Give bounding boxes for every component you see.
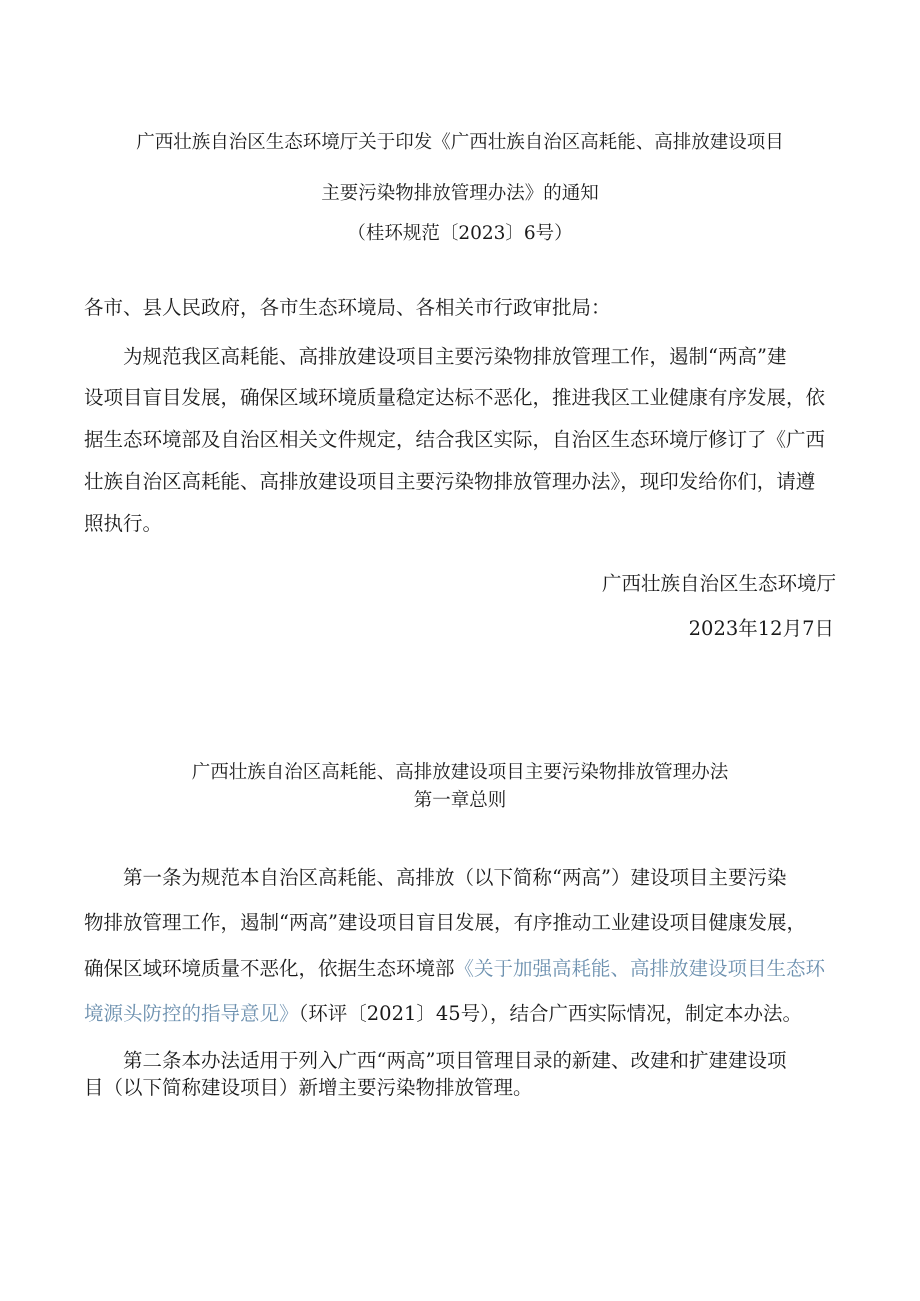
- article-line: 物排放管理工作，遏制“两高”建设项目盲目发展，有序推动工业建设项目健康发展，: [84, 911, 806, 934]
- article-line: [84, 953, 825, 981]
- paragraph-line: 设项目盲目发展，确保区域环境质量稳定达标不恶化，推进我区工业健康有序发展，依: [84, 386, 826, 409]
- article-line: 第二条本办法适用于列入广西“两高”项目管理目录的新建、改建和扩建建设项: [123, 1049, 787, 1072]
- article-line: [84, 998, 802, 1026]
- policy-link[interactable]: 境源头防控的指导意见》: [84, 1002, 299, 1025]
- paragraph-line: 壮族自治区高耗能、高排放建设项目主要污染物排放管理办法》，现印发给你们，请遵: [84, 470, 816, 493]
- policy-link[interactable]: 《关于加强高耗能、高排放建设项目生态环: [454, 957, 826, 980]
- article-line: 第一条为规范本自治区高耗能、高排放（以下简称“两高”）建设项目主要污染: [123, 866, 787, 889]
- addressee: 各市、县人民政府，各市生态环境局、各相关市行政审批局：: [84, 296, 611, 319]
- article-text: （环评〔2021〕45号），结合广西实际情况，制定本办法。: [298, 1002, 802, 1025]
- notice-title-line2: 主要污染物排放管理办法》的通知: [321, 183, 599, 204]
- paragraph-line: 据生态环境部及自治区相关文件规定，结合我区实际，自治区生态环境厅修订了《广西: [84, 428, 826, 451]
- paragraph-line: 照执行。: [84, 512, 163, 535]
- doc-number: （桂环规范〔2023〕6号）: [347, 223, 573, 244]
- issue-date: 2023年12月7日: [688, 617, 834, 640]
- paragraph-line: 为规范我区高耗能、高排放建设项目主要污染物排放管理工作，遏制“两高”建: [123, 345, 787, 368]
- article-line: 目（以下简称建设项目）新增主要污染物排放管理。: [84, 1076, 533, 1099]
- signature: 广西壮族自治区生态环境厅: [601, 572, 836, 595]
- measures-title: 广西壮族自治区高耗能、高排放建设项目主要污染物排放管理办法: [191, 762, 729, 783]
- chapter-heading: 第一章总则: [413, 790, 507, 811]
- article-text: 确保区域环境质量不恶化，依据生态环境部: [84, 957, 455, 980]
- notice-title-line1: 广西壮族自治区生态环境厅关于印发《广西壮族自治区高耗能、高排放建设项目: [136, 132, 784, 153]
